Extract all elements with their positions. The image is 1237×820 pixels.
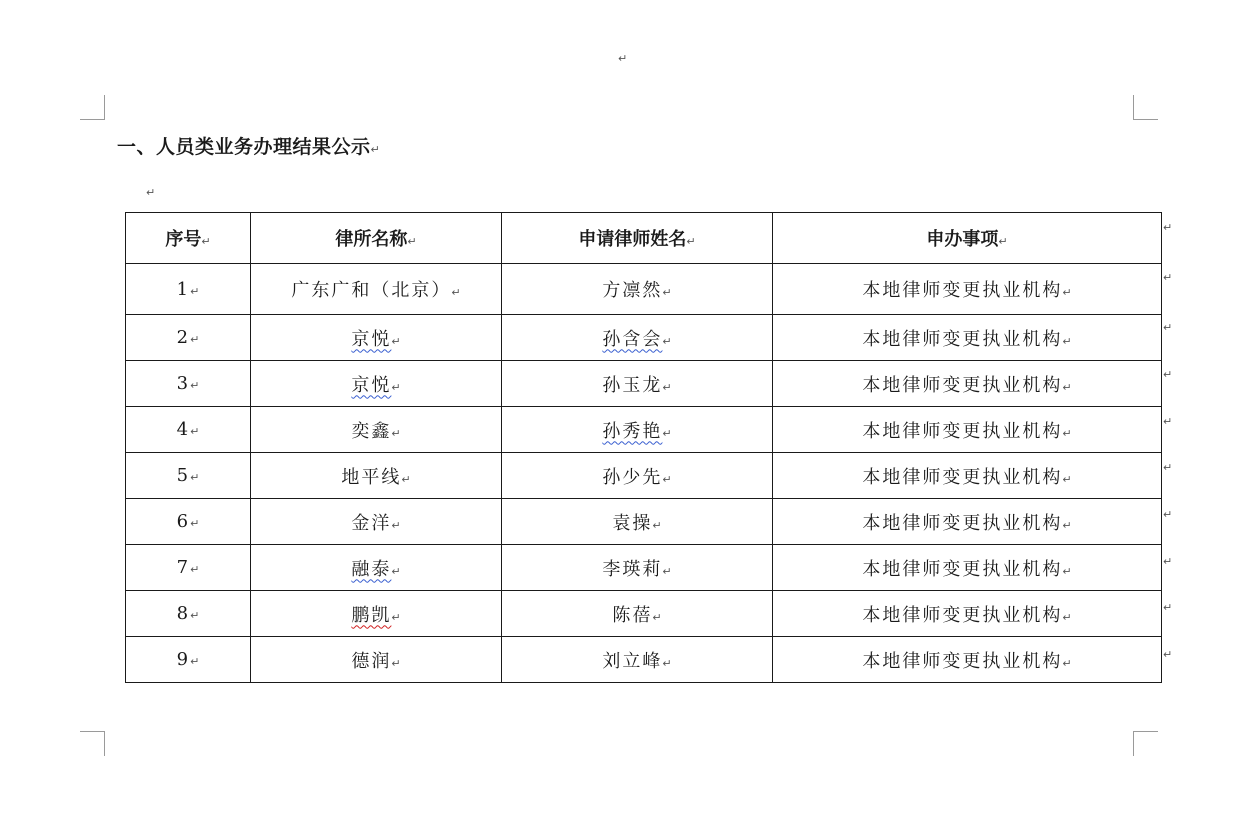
cell-no[interactable] [126,591,251,637]
cell-text: 本地律师变更执业机构 [862,420,1063,442]
cell-text: 京悦 [351,374,392,396]
cell-matter[interactable] [773,591,1162,637]
cell-end-mark: ↵ [190,379,200,392]
cell-text: 本地律师变更执业机构 [862,512,1063,534]
cell-end-mark: ↵ [662,564,672,578]
cell-no[interactable] [126,315,251,361]
cell-end-mark: ↵ [652,518,662,532]
cell-end-mark: ↵ [190,609,200,622]
header-cell-matter[interactable]: 申办事项↵ [773,213,1162,264]
cell-no[interactable] [126,407,251,453]
cell-end-mark: ↵ [662,286,672,299]
cell-lawyer[interactable] [502,407,773,453]
cell-end-mark: ↵ [662,380,672,394]
row-end-marks [1163,0,1177,820]
cell-text: 3 [176,373,191,394]
table-row [126,453,1162,499]
cell-no[interactable] [126,499,251,545]
cell-lawyer[interactable] [502,499,773,545]
cell-lawyer[interactable] [502,637,773,683]
cell-end-mark: ↵ [391,564,401,578]
cell-end-mark: ↵ [1062,656,1072,670]
cell-matter[interactable] [773,361,1162,407]
cell-text: 本地律师变更执业机构 [862,650,1063,672]
cell-end-mark: ↵ [662,334,672,348]
cell-text: 5 [176,465,191,486]
cell-end-mark: ↵ [662,472,672,486]
cell-end-mark: ↵ [1062,334,1072,348]
cell-end-mark: ↵ [391,380,401,394]
cell-no[interactable] [126,453,251,499]
results-table [125,212,1162,683]
table-row [126,315,1162,361]
cell-matter[interactable] [773,315,1162,361]
cell-text: 地平线 [341,466,402,488]
cell-matter[interactable] [773,453,1162,499]
cell-end-mark: ↵ [190,425,200,438]
cell-text: 孙少先 [602,466,663,488]
cell-firm[interactable] [251,361,502,407]
margin-corner-bottom-left [80,731,105,756]
cell-text: 8 [176,603,191,624]
table-header-row [126,213,1162,264]
cell-end-mark: ↵ [1062,286,1072,299]
table-row [126,361,1162,407]
cell-text: 方凛然 [602,280,663,301]
header-cell-no[interactable]: 序号↵ [126,213,251,264]
cell-text: 鹏凯 [351,604,392,626]
row-end-mark: ↵ [1163,321,1173,334]
cell-text: 9 [176,649,191,670]
cell-text: 本地律师变更执业机构 [862,466,1063,488]
table-row [126,407,1162,453]
cell-text: 京悦 [351,328,392,350]
header-cell-lawyer[interactable]: 申请律师姓名↵ [502,213,773,264]
cell-end-mark: ↵ [391,518,401,532]
cell-matter[interactable] [773,637,1162,683]
row-end-mark: ↵ [1163,555,1173,568]
cell-text: 陈蓓 [612,604,653,626]
margin-corner-top-left [80,95,105,120]
cell-firm[interactable] [251,591,502,637]
margin-corner-top-right [1133,95,1158,120]
cell-end-mark: ↵ [1062,472,1072,486]
table-row [126,499,1162,545]
cell-end-mark: ↵ [190,563,200,576]
cell-text: 袁操 [612,512,653,534]
cell-no[interactable] [126,361,251,407]
cell-text: 金洋 [351,512,392,534]
cell-end-mark: ↵ [1062,426,1072,440]
cell-end-mark: ↵ [1062,564,1072,578]
row-end-mark: ↵ [1163,368,1173,381]
cell-text: 德润 [351,650,392,672]
cell-text: 4 [176,419,191,440]
table-row [126,545,1162,591]
cell-end-mark: ↵ [190,284,200,298]
row-end-mark: ↵ [1163,648,1173,661]
cell-matter[interactable] [773,499,1162,545]
table-row [126,637,1162,683]
cell-text: 本地律师变更执业机构 [862,328,1063,350]
cell-end-mark: ↵ [391,334,401,348]
row-end-mark: ↵ [1163,508,1173,521]
cell-end-mark: ↵ [391,426,401,440]
cell-end-mark: ↵ [190,517,200,530]
cell-lawyer[interactable] [502,264,773,315]
row-end-mark: ↵ [1163,415,1173,428]
cell-text: 刘立峰 [602,650,663,672]
paragraph-mark-empty: ↵ [146,186,156,199]
cell-end-mark: ↵ [662,426,672,440]
cell-no[interactable] [126,637,251,683]
cell-end-mark: ↵ [391,656,401,670]
cell-firm[interactable] [251,407,502,453]
cell-firm[interactable] [251,545,502,591]
row-end-mark: ↵ [1163,271,1173,284]
cell-text: 孙秀艳 [602,420,663,442]
cell-end-mark: ↵ [652,610,662,624]
cell-text: 融泰 [351,558,392,580]
cell-lawyer[interactable] [502,591,773,637]
row-end-mark: ↵ [1163,221,1173,234]
cell-text: 本地律师变更执业机构 [862,558,1063,580]
cell-end-mark: ↵ [1062,518,1072,532]
cell-matter[interactable] [773,264,1162,315]
cell-firm[interactable] [251,499,502,545]
cell-end-mark: ↵ [1062,610,1072,624]
cell-no[interactable] [126,264,251,315]
header-cell-firm[interactable]: 律所名称↵ [251,213,502,264]
cell-text: 孙含会 [602,328,663,350]
cell-text: 7 [176,557,191,578]
table-row [126,591,1162,637]
paragraph-mark-top: ↵ [618,52,628,65]
cell-end-mark: ↵ [401,472,411,486]
section-heading [117,132,380,159]
cell-text: 本地律师变更执业机构 [862,604,1063,626]
cell-lawyer[interactable] [502,361,773,407]
cell-end-mark: ↵ [451,286,461,299]
cell-text: 本地律师变更执业机构 [862,374,1063,396]
cell-text: 孙玉龙 [602,374,663,396]
cell-end-mark: ↵ [190,471,200,484]
cell-end-mark: ↵ [1062,380,1072,394]
margin-corner-bottom-right [1133,731,1158,756]
cell-end-mark: ↵ [190,655,200,668]
cell-firm[interactable] [251,315,502,361]
row-end-mark: ↵ [1163,461,1173,474]
cell-end-mark: ↵ [662,656,672,670]
cell-matter[interactable] [773,407,1162,453]
paragraph-mark: ↵ [370,143,381,156]
table-row [126,264,1162,315]
cell-end-mark: ↵ [190,333,200,346]
cell-lawyer[interactable] [502,453,773,499]
cell-matter[interactable] [773,545,1162,591]
cell-lawyer[interactable] [502,315,773,361]
cell-text: 本地律师变更执业机构 [862,280,1063,301]
cell-text: 李瑛莉 [602,558,663,580]
section-heading-text: 一、人员类业务办理结果公示 [117,136,371,158]
cell-text: 6 [176,511,191,532]
row-end-mark: ↵ [1163,601,1173,614]
cell-end-mark: ↵ [391,610,401,624]
cell-firm[interactable] [251,637,502,683]
cell-lawyer[interactable] [502,545,773,591]
cell-firm[interactable] [251,453,502,499]
cell-firm[interactable] [251,264,502,315]
cell-text: 2 [176,327,191,348]
cell-text: 1 [176,278,191,300]
cell-no[interactable] [126,545,251,591]
cell-text: 广东广和（北京） [291,280,452,301]
cell-text: 奕鑫 [351,420,392,442]
